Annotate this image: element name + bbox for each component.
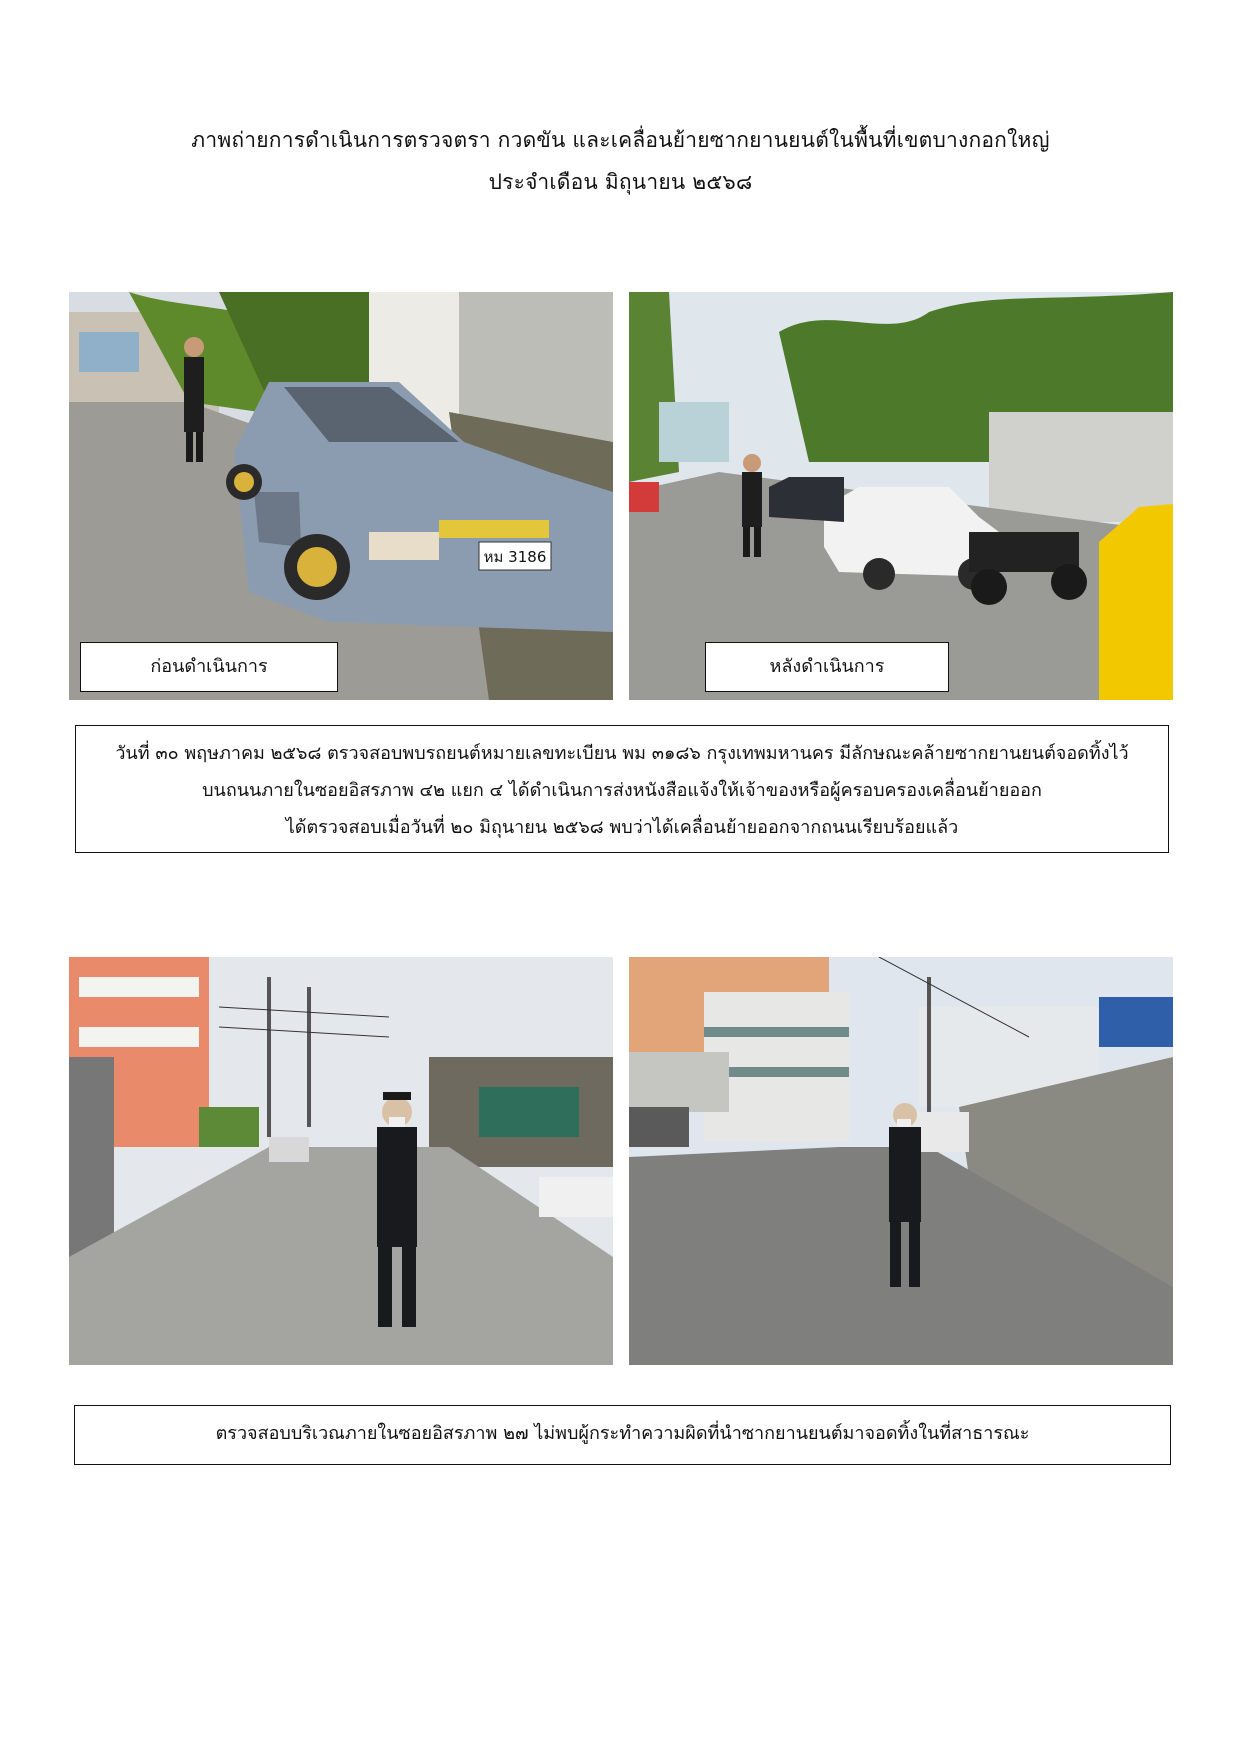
photo-before-action bbox=[69, 292, 613, 700]
caption-line-2: บนถนนภายในซอยอิสรภาพ ๔๒ แยก ๔ ได้ดำเนินการส่งหนังสือแจ้งให้เจ้าของหรือผู้ครอบครองเคลื่อนย้ายออก bbox=[202, 780, 1042, 801]
photo-patrol-right bbox=[629, 957, 1173, 1365]
caption-line-3: ได้ตรวจสอบเมื่อวันที่ ๒๐ มิถุนายน ๒๕๖๘ พบว่าได้เคลื่อนย้ายออกจากถนนเรียบร้อยแล้ว bbox=[285, 817, 959, 838]
license-plate: หม 3186 bbox=[483, 548, 547, 566]
before-label: ก่อนดำเนินการ bbox=[80, 642, 338, 692]
caption-section-2: ตรวจสอบบริเวณภายในซอยอิสรภาพ ๒๗ ไม่พบผู้กระทำความผิดที่นำซากยานยนต์มาจอดทิ้งในที่สาธารณะ bbox=[74, 1405, 1171, 1465]
page-subtitle: ประจำเดือน มิถุนายน ๒๕๖๘ bbox=[488, 170, 753, 194]
caption-line-1: วันที่ ๓๐ พฤษภาคม ๒๕๖๘ ตรวจสอบพบรถยนต์หมายเลขทะเบียน พม ๓๑๘๖ กรุงเทพมหานคร มีลักษณะคล้ายซากยานยนต์จอดทิ้งไว้ bbox=[115, 743, 1129, 764]
caption-section-1 bbox=[75, 725, 1169, 853]
photo-after-action bbox=[629, 292, 1173, 700]
photo-patrol-left bbox=[69, 957, 613, 1365]
after-label: หลังดำเนินการ bbox=[705, 642, 949, 692]
page-title: ภาพถ่ายการดำเนินการตรวจตรา กวดขัน และเคลื่อนย้ายซากยานยนต์ในพื้นที่เขตบางกอกใหญ่ bbox=[191, 128, 1050, 152]
